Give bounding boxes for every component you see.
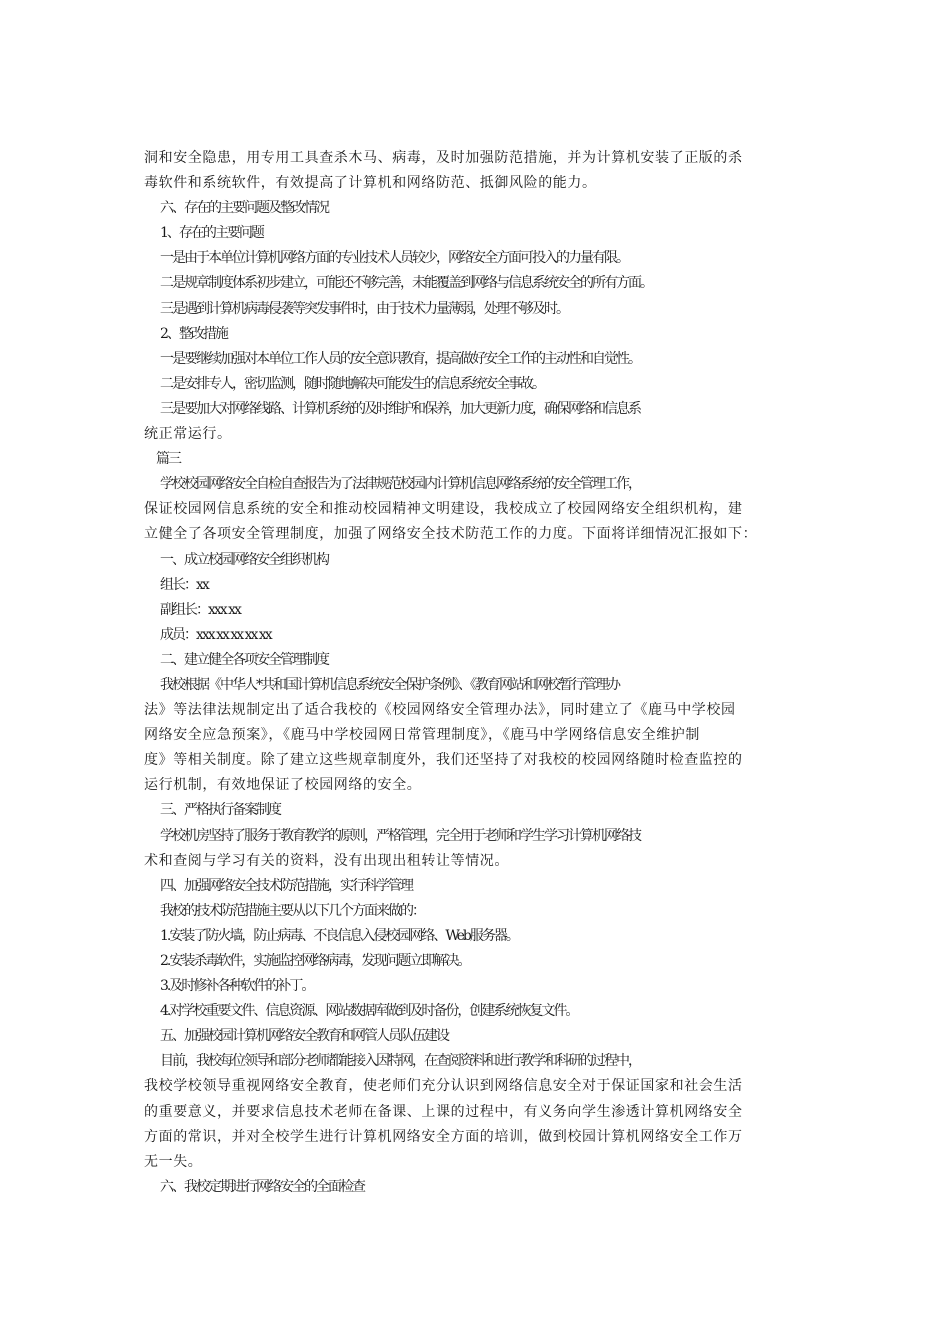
- text-line: 二、建立健全各项安全管理制度: [160, 651, 328, 668]
- text-line: 一是要继续加强对本单位工作人员的安全意识教育，提高做好安全工作的主动性和自觉性。: [160, 350, 640, 367]
- text-line: 二是规章制度体系初步建立，可能还不够完善，未能覆盖到网络与信息系统安全的所有方面。: [160, 275, 652, 292]
- text-line: 度》等相关制度。除了建立这些规章制度外，我们还坚持了对我校的校园网络随时检查监控的: [144, 752, 743, 769]
- text-line: 六、我校定期进行网络安全的全面检查: [160, 1178, 364, 1195]
- text-line: 学校机房坚持了服务于教育教学的原则，严格管理，完全用于老师和学生学习计算机网络技: [160, 827, 640, 844]
- text-line: 我校根据《中华人*共和国计算机信息系统安全保护条例》、《教育网站和网校暂行管理办: [160, 676, 619, 693]
- text-line: 我校学校领导重视网络安全教育，使老师们充分认识到网络信息安全对于保证国家和社会生活: [144, 1078, 743, 1095]
- text-line: 四、加强网络安全技术防范措施，实行科学管理: [160, 877, 412, 894]
- text-line: 学校校园网络安全自检自查报告为了法律规范校园内计算机信息网络系统的安全管理工作，: [160, 476, 640, 493]
- text-line: 4.对学校重要文件、信息资源、网站数据库做到及时备份，创建系统恢复文件。: [160, 1003, 578, 1020]
- text-line: 一、成立校园网络安全组织机构: [160, 551, 328, 568]
- text-line: 成员：xxx xx xx xx xx: [160, 626, 271, 643]
- text-line: 六、存在的主要问题及整改情况: [160, 200, 328, 217]
- text-line: 组长：xx: [160, 576, 208, 593]
- text-line: 3.及时修补各种软件的补丁。: [160, 978, 314, 995]
- text-line: 篇三: [156, 451, 180, 468]
- text-line: 洞和安全隐患，用专用工具查杀木马、病毒，及时加强防范措施，并为计算机安装了正版的杀: [144, 150, 743, 166]
- text-line: 术和查阅与学习有关的资料，没有出现出租转让等情况。: [144, 852, 509, 869]
- text-line: 无一失。: [144, 1153, 203, 1170]
- text-line: 保证校园网信息系统的安全和推动校园精神文明建设，我校成立了校园网络安全组织机构，建: [144, 501, 743, 518]
- text-line: 一是由于本单位计算机网络方面的专业技术人员较少，网络安全方面可投入的力量有限。: [160, 250, 628, 267]
- text-line: 我校的技术防范措施主要从以下几个方面来做的：: [160, 902, 424, 919]
- text-line: 二是安排专人，密切监测，随时随地解决可能发生的信息系统安全事故。: [160, 375, 544, 392]
- text-line: 的重要意义，并要求信息技术老师在备课、上课的过程中，有义务向学生渗透计算机网络安全: [144, 1103, 743, 1120]
- text-line: 毒软件和系统软件，有效提高了计算机和网络防范、抵御风险的能力。: [144, 175, 597, 192]
- text-line: 统正常运行。: [144, 426, 232, 443]
- text-line: 网络安全应急预案》，《鹿马中学校园网日常管理制度》，《鹿马中学网络信息安全维护制: [144, 727, 700, 744]
- text-line: 运行机制，有效地保证了校园网络的安全。: [144, 777, 422, 794]
- text-line: 三是遇到计算机病毒侵袭等突发事件时，由于技术力量薄弱，处理不够及时。: [160, 300, 568, 317]
- text-line: 三、严格执行备案制度: [160, 802, 280, 819]
- text-line: 方面的常识，并对全校学生进行计算机网络安全方面的培训，做到校园计算机网络安全工作万: [144, 1128, 743, 1145]
- text-line: 立健全了各项安全管理制度，加强了网络安全技术防范工作的力度。下面将详细情况汇报如下：: [144, 526, 758, 543]
- document-body: [144, 146, 804, 1200]
- text-line: 1.安装了防火墙，防止病毒、不良信息入侵校园网络、Web服务器。: [160, 927, 518, 944]
- text-line: 1、存在的主要问题: [160, 225, 263, 242]
- text-line: 法》等法律法规制定出了适合我校的《校园网络安全管理办法》，同时建立了《鹿马中学校园: [144, 702, 736, 719]
- text-line: 三是要加大对网络线路、计算机系统的及时维护和保养，加大更新力度，确保网络和信息系: [160, 400, 640, 417]
- text-line: 五、加强校园计算机网络安全教育和网管人员队伍建设: [160, 1028, 448, 1045]
- text-line: 副组长：xxx xx: [160, 601, 240, 618]
- text-line: 目前，我校每位领导和部分老师都能接入因特网，在查阅资料和进行教学和科研的过程中，: [160, 1053, 640, 1070]
- text-line: 2、整改措施: [160, 325, 227, 342]
- text-line: 2.安装杀毒软件，实施监控网络病毒，发现问题立即解决。: [160, 953, 470, 969]
